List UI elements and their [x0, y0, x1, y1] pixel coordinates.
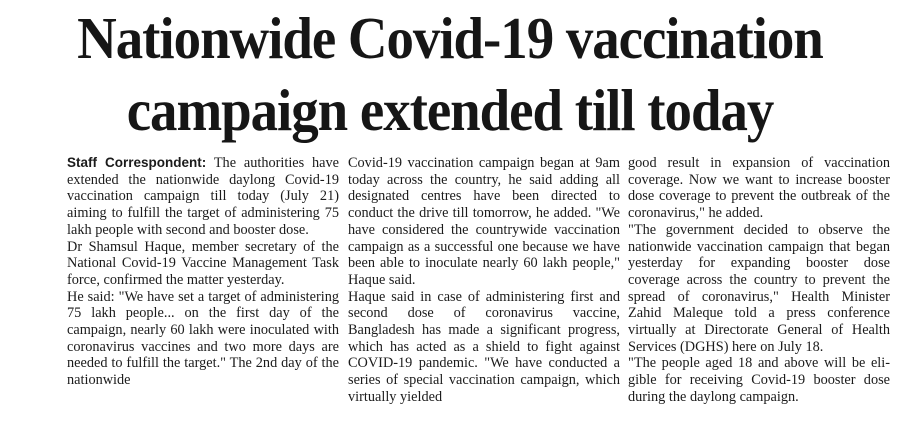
paragraph: "The people aged 18 and above will be eligible for receiving Covid-19 booster dose during the daylong campaign.: [628, 355, 890, 405]
paragraph: He said: "We have set a target of administering 75 lakh people... on the first day of the campaign, nearly 60 lakh were inoculated with coronavirus vaccines and two more days are needed to fulfill the target." The 2nd day of the nationwide: [67, 288, 339, 389]
paragraph: Dr Shamsul Haque, member secretary of the National Covid-19 Vaccine Management Task force, confirmed the matter yesterday.: [67, 238, 339, 288]
article-column-2: [348, 155, 620, 406]
paragraph: Haque said in case of administering first and second dose of coronavirus vaccine, Bangladesh has made a significant progress, which has acted as a shield to fight against COVID-19 pandemic. "We have conducted a series of special vaccination campaign, which virtually yielded: [348, 288, 620, 405]
article-column-1: [67, 155, 339, 389]
headline-line-2: campaign extended till today: [126, 77, 774, 143]
paragraph-text: The authorities have extended the nationwide daylong Covid-19 vaccination campaign till today (July 21) aiming to fulfill the target of administering 75 lakh people with second and booster dose.: [67, 155, 340, 238]
article-column-3: [628, 155, 890, 406]
paragraph: [67, 155, 339, 239]
paragraph: "The government decided to observe the nationwide vaccination campaign that began yesterday for expanding booster dose coverage across the country to prevent the spread of coronavirus," Health Minister Zahid Maleque told a press conference virtually at Directorate General of Health Services (DGHS) here on July 18.: [628, 221, 890, 355]
paragraph: good result in expansion of vaccination coverage. Now we want to increase booster dose coverage to prevent the outbreak of the coronavirus," he added.: [628, 155, 890, 222]
byline: Staff Correspondent:: [67, 155, 207, 170]
paragraph: Covid-19 vaccination campaign began at 9am today across the country, he said adding all designated centres have been directed to conduct the drive till tomorrow, he added. "We have considered the countrywide vaccination campaign as a successful one because we have been able to inoculate nearly 60 lakh people," Haque said.: [348, 155, 620, 288]
headline-line-1: Nationwide Covid-19 vaccination: [77, 5, 823, 71]
